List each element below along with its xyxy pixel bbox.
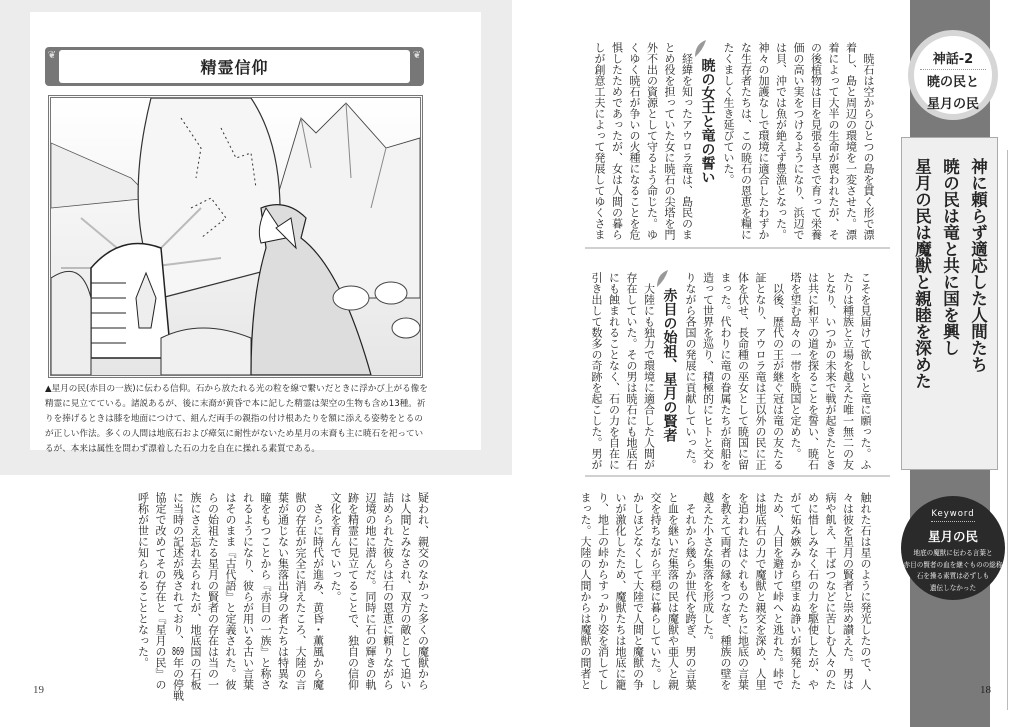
column-text: に当時の記述が残されており、869年の停戦 [171,492,185,701]
column-text: 文化を育んでいった。 [329,492,342,602]
column-text: 塔を望む島々の一帯を暁国と定めた。 [789,272,802,459]
text-column [699,272,717,470]
section-divider [585,247,890,249]
column-text: は貝、沖では魚が絶えず豊漁となった。 [774,42,788,240]
text-column [678,42,696,240]
text-column [682,272,700,470]
column-text: となり、いつかの未来で戦が起きたとき [824,272,837,470]
column-text: 越えた小さな集落を形成した。 [701,492,715,646]
column-text: 疑われ、親交のなかった多くの魔獣から [416,492,430,690]
column-text: れるようになり、彼らが用いる古い言葉 [241,492,255,690]
text-column [717,272,735,470]
keyword-term: 星月の民 [927,529,978,544]
column-text: 着によって大半の生命が喪われたが、そ [827,42,840,240]
page-edge-line [1007,150,1008,710]
column-text: は共に和平の道を探ることを誓い、暁石 [806,272,820,470]
column-text: は人間とみなされ、双方の敵として追い [399,492,412,690]
feather-icon [660,270,674,288]
illustration-caption: ▲星月の民(赤目の一族)に伝わる信仰。石から放たれる光の粒を線で繋いだときに浮かび上がる像を精霊に見立てている。諸説あるが、後に末裔が黄昏で本に記した精霊は架空の生物も含め13種。祈りを捧げるときは膝を地面につけて、組んだ両手の親指の付け根あたりを額に添える姿勢をとるのが正しい作法。多くの人間は地底石および瘴気に耐性がないため星月の末裔も主に暁石を祀っているが、本来は属性を問わず漂着した石の力を自在に操れる素質である。 [45,384,428,454]
text-column [222,492,240,701]
text-column [612,492,630,690]
column-text: 交を持ちながら平穏に暮らしていた。し [649,492,662,690]
text-column [755,42,773,240]
body-text-bottom [577,492,875,690]
text-column [734,492,752,690]
text-column [608,42,626,240]
column-text: がて妬み嫉みから望まぬ諍いが頻発した [789,492,802,690]
text-column [661,42,679,240]
text-column [414,492,432,701]
column-text: ため、人目を避けて峠へと逃れた。峠で [771,492,785,690]
chapter-title-line: 暁の民と [926,75,979,90]
column-text: まった。代わりに竜の眷属たちが商船を [719,272,732,470]
text-column [292,492,310,701]
text-column [769,272,787,470]
body-text-middle [588,272,875,470]
column-text: は地底石の力で魔獣と親交を深め、人里 [754,492,767,690]
column-text: の後植物は目を見張る早さで育って栄養 [809,42,823,240]
keyword-circle [901,496,1005,600]
text-column [822,272,840,470]
text-column [309,492,327,701]
text-column [857,272,875,470]
column-text: 触れた石は星のように発光したので、人 [859,492,872,690]
chapter-number: 神話-2 [920,48,986,70]
text-column [839,272,857,470]
column-text: 暁石は空からひとつの島を貫く形で漂 [862,42,875,240]
section-heading [658,272,682,470]
illustration-spirit-worship [48,95,423,378]
text-column [397,492,415,701]
column-text: な生存者たちは、この暁石の恩恵を糧に [739,42,753,240]
text-column [734,272,752,470]
column-text: り、地上の峠からすっかり姿を消してし [596,492,610,690]
column-text: らの始祖たる星月の賢者の存在は当の一 [206,492,220,690]
column-text: 瞳をもつことから『赤目の一族』と称さ [259,492,272,690]
page-number-left: 19 [33,684,44,696]
text-column [822,492,840,690]
column-text: 呼称が世に知られることとなった。 [136,492,150,668]
column-text: 存在していた。その男は暁石にも地底石 [625,272,638,470]
text-column [640,272,658,470]
column-text: 々は彼を星月の賢者と崇め讃えた。男は [841,492,855,690]
keyword-desc-line: 地底の魔獣に伝わる言葉と [913,549,993,557]
lead-line: 暁の民は竜と共に国を興し [940,158,960,356]
text-column [591,42,609,240]
leaf-ornament-icon: ❦ [47,50,57,61]
text-column [169,492,187,701]
column-text: 辺境の地に潜んだ。同時に石の輝きの軌 [364,492,377,690]
column-text: 着し、島と周辺の環境を一変させた。漂 [844,42,858,240]
lead-box [901,137,998,470]
text-column [577,492,595,690]
column-text: りながら各国の発展に貢献していった。 [684,272,697,470]
column-text: 神々の加護なしで環境に適合したわずか [757,42,770,240]
text-column [860,42,878,240]
column-text: こそを見届けて欲しいと竜に願った。ふ [859,272,872,470]
column-text: 赤目の始祖、星月の賢者 [661,288,678,442]
text-column [629,492,647,690]
feather-icon [698,40,712,58]
text-column [152,492,170,701]
column-text: とめ役を担っていた女に暁石の尖塔を門 [663,42,676,240]
column-text: 詰められた彼らは石の恩恵に頼りながら [381,492,395,690]
text-column [647,492,665,690]
text-column [204,492,222,701]
column-text: まった。大陸の人間からは魔獣の間者と [579,492,592,690]
leaf-ornament-icon: ❦ [412,50,422,61]
text-column [807,42,825,240]
column-text: 造って世界を巡り、積極的にヒトと交わ [701,272,715,470]
text-column [664,492,682,690]
column-text: を追われたはぐれものたちに地底の言葉 [736,492,750,690]
text-column [842,42,860,240]
column-text: 惧したためであったが、女は人間の暮ら [610,42,624,240]
text-column [720,42,738,240]
column-text: 引き出して数多の奇跡を起こした。男が [590,272,603,470]
text-column [790,42,808,240]
text-column [769,492,787,690]
text-column [187,492,205,701]
text-column [857,492,875,690]
column-text: くゆく暁石が争いの火種になることを危 [628,42,641,240]
lead-line: 神に頼らず適応した人間たち [968,158,988,373]
body-text-top [591,42,878,240]
column-text: それから幾らか世代を跨ぎ、男の言葉 [684,492,697,690]
text-column [327,492,345,701]
text-column [699,492,717,690]
column-title: 精霊信仰 [59,50,410,83]
text-column [804,272,822,470]
column-text: 暁の女王と竜の誓い [699,58,716,184]
column-text: と血を継いだ集落の民は魔獣や亜人と親 [666,492,680,690]
column-text: 証となり、アウロラ竜は王以外の民に正 [754,272,767,470]
column-text: たりは種族と立場を越えた唯一無二の友 [841,272,855,470]
column-text: を教えて両者の縁をつなぎ、種族の壁を [719,492,732,690]
column-text: 経緯を知ったアウロラ竜は、島民のま [680,42,694,240]
chapter-badge [908,30,998,120]
column-text: 体を伏せ、長命種の巫女として暁国に留 [736,272,750,470]
keyword-desc-line: 赤目の賢者の血を継ぐものの総称 [903,560,1003,569]
text-column [623,272,641,470]
column-text: 価の高い実をつけるようになり、浜辺で [792,42,805,240]
section-divider [585,475,890,477]
chapter-title-line: 星月の民 [926,97,979,112]
column-text: かしほどなくして大陸で人間と魔獣の争 [631,492,645,690]
page-number-right: 18 [980,684,991,696]
text-column [717,492,735,690]
column-text: めに惜しみなく石の力を駆使したが、や [806,492,820,690]
column-text: 獣の存在が完全に消えたころ、大陸の言 [294,492,307,690]
text-column [257,492,275,701]
text-column [134,492,152,701]
text-column [787,492,805,690]
text-column [752,272,770,470]
text-column [737,42,755,240]
text-column [804,492,822,690]
column-text: 協定で改めてその存在と『星月の民』の [154,492,167,690]
column-text: 病や飢え、干ばつなどに苦しむ人々のた [824,492,837,690]
text-column [239,492,257,701]
keyword-desc-line: 石を操る素質は必ずしも [916,572,990,580]
text-column [772,42,790,240]
keyword-label: Keyword [931,509,974,522]
column-text: さらに時代が進み、黄昏・薫風から魔 [311,492,325,690]
column-text: しが創意工夫によって発展してゆくさま [593,42,606,240]
text-column [787,272,805,470]
text-column [682,492,700,690]
lead-line: 星月の民は魔獣と親睦を深めた [912,158,932,389]
column-text: たくましく生き延びていた。 [722,42,735,185]
column-text: いが激化したため、魔獣たちは地底に籠 [614,492,627,690]
text-column [362,492,380,701]
column-text: にも蝕まれることなく、石の力を自在に [607,272,621,470]
text-column [825,42,843,240]
text-column [839,492,857,690]
body-text-left [134,492,432,701]
text-column [379,492,397,701]
column-text: 以後、歴代の王が継ぐ冠は竜の友たる [771,272,785,470]
column-text: 外不出の資源として守るよう命じた。ゆ [645,42,659,240]
column-title-box [45,47,424,86]
column-text: はそのまま『古代語』と定義された。彼 [224,492,237,690]
column-text: 大陸にも独力で環境に適合した人間が [642,272,656,470]
column-text: 葉が通じない集落出身の者たちは特異な [276,492,290,690]
column-text: 跡を精霊に見立てることで、独自の信仰 [346,492,360,690]
text-column [643,42,661,240]
text-column [344,492,362,701]
keyword-desc-line: 遺伝しなかった [929,583,977,592]
text-column [588,272,606,470]
text-column [605,272,623,470]
text-column [752,492,770,690]
text-column [594,492,612,690]
column-text: 族にさえ忘れ去られたが、地底国の石板 [189,492,202,690]
section-heading [696,42,720,240]
text-column [626,42,644,240]
text-column [274,492,292,701]
